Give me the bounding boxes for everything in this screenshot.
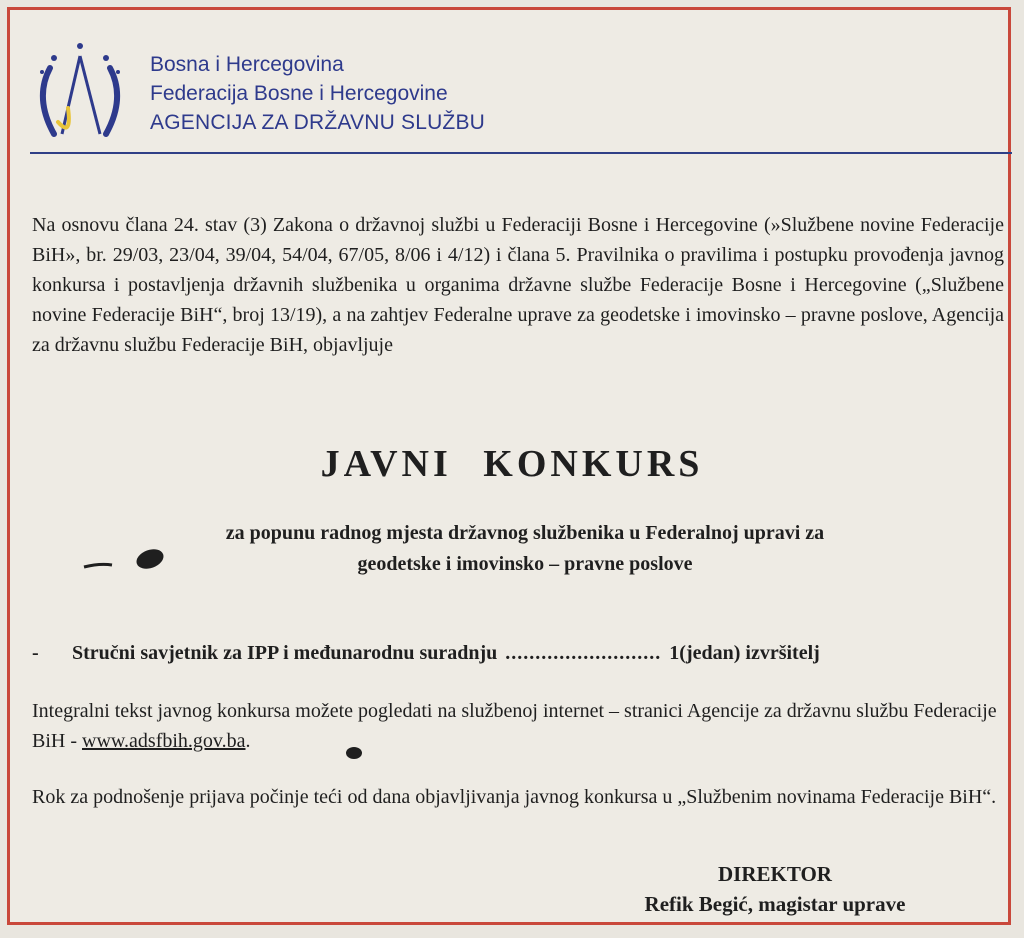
ink-dot [344,745,364,761]
position-name: Stručni savjetnik za IPP i međunarodnu suradnju [72,642,498,664]
signature-title: DIREKTOR [718,862,832,886]
integral-text: Integralni tekst javnog konkursa možete pogledati na službenoj internet – stranici Agencije za državnu službu Federacije BiH - [32,700,997,752]
position-dash: - [32,642,39,664]
ink-blot [82,545,172,575]
subtitle-line-2: geodetske i imovinsko – pravne poslove [357,553,693,575]
header-divider [30,152,1012,154]
subtitle-line-1: za popunu radnog mjesta državnog službenika u Federalnoj upravi za [225,522,825,544]
header-text [150,50,485,137]
signature-name: Refik Begić, magistar uprave [644,892,906,916]
header-federation: Federacija Bosne i Hercegovine [150,82,448,105]
agency-logo [32,38,128,148]
position-dots: .......................... [505,642,662,664]
document-title: JAVNI KONKURS [320,443,704,485]
job-position-row [32,642,1006,665]
integral-text-paragraph [32,696,1006,756]
intro-paragraph: Na osnovu člana 24. stav (3) Zakona o državnoj službi u Federaciji Bosne i Hercegovine (»Službene novine Federacije BiH», br. 29/03, 23/04, 39/04, 54/04, 67/05, 8/06 i 4/12) i člana 5. Pravilnika o pravilima i postupku provođenja javnog konkursa i postavljenja državnih službenika u organima državne službe Federacije Bosne i Hercegovine („Službene novine Federacije BiH“, broj 13/19), a na zahtjev Federalne uprave za geodetske i imovinsko – pravne poslove, Agencija za državnu službu Federacije BiH, objavljuje [32,214,1004,356]
website-suffix: . [245,730,251,752]
header-agency: AGENCIJA ZA DRŽAVNU SLUŽBU [150,111,486,134]
website-link[interactable]: www.adsfbih.gov.ba [82,730,246,752]
document-page [7,7,1011,925]
header-country: Bosna i Hercegovina [150,53,344,76]
deadline-paragraph: Rok za podnošenje prijava počinje teći od dana objavljivanja javnog konkursa u „Službenim novinama Federacije BiH“. [32,786,997,808]
position-count: 1(jedan) izvršitelj [669,642,820,664]
